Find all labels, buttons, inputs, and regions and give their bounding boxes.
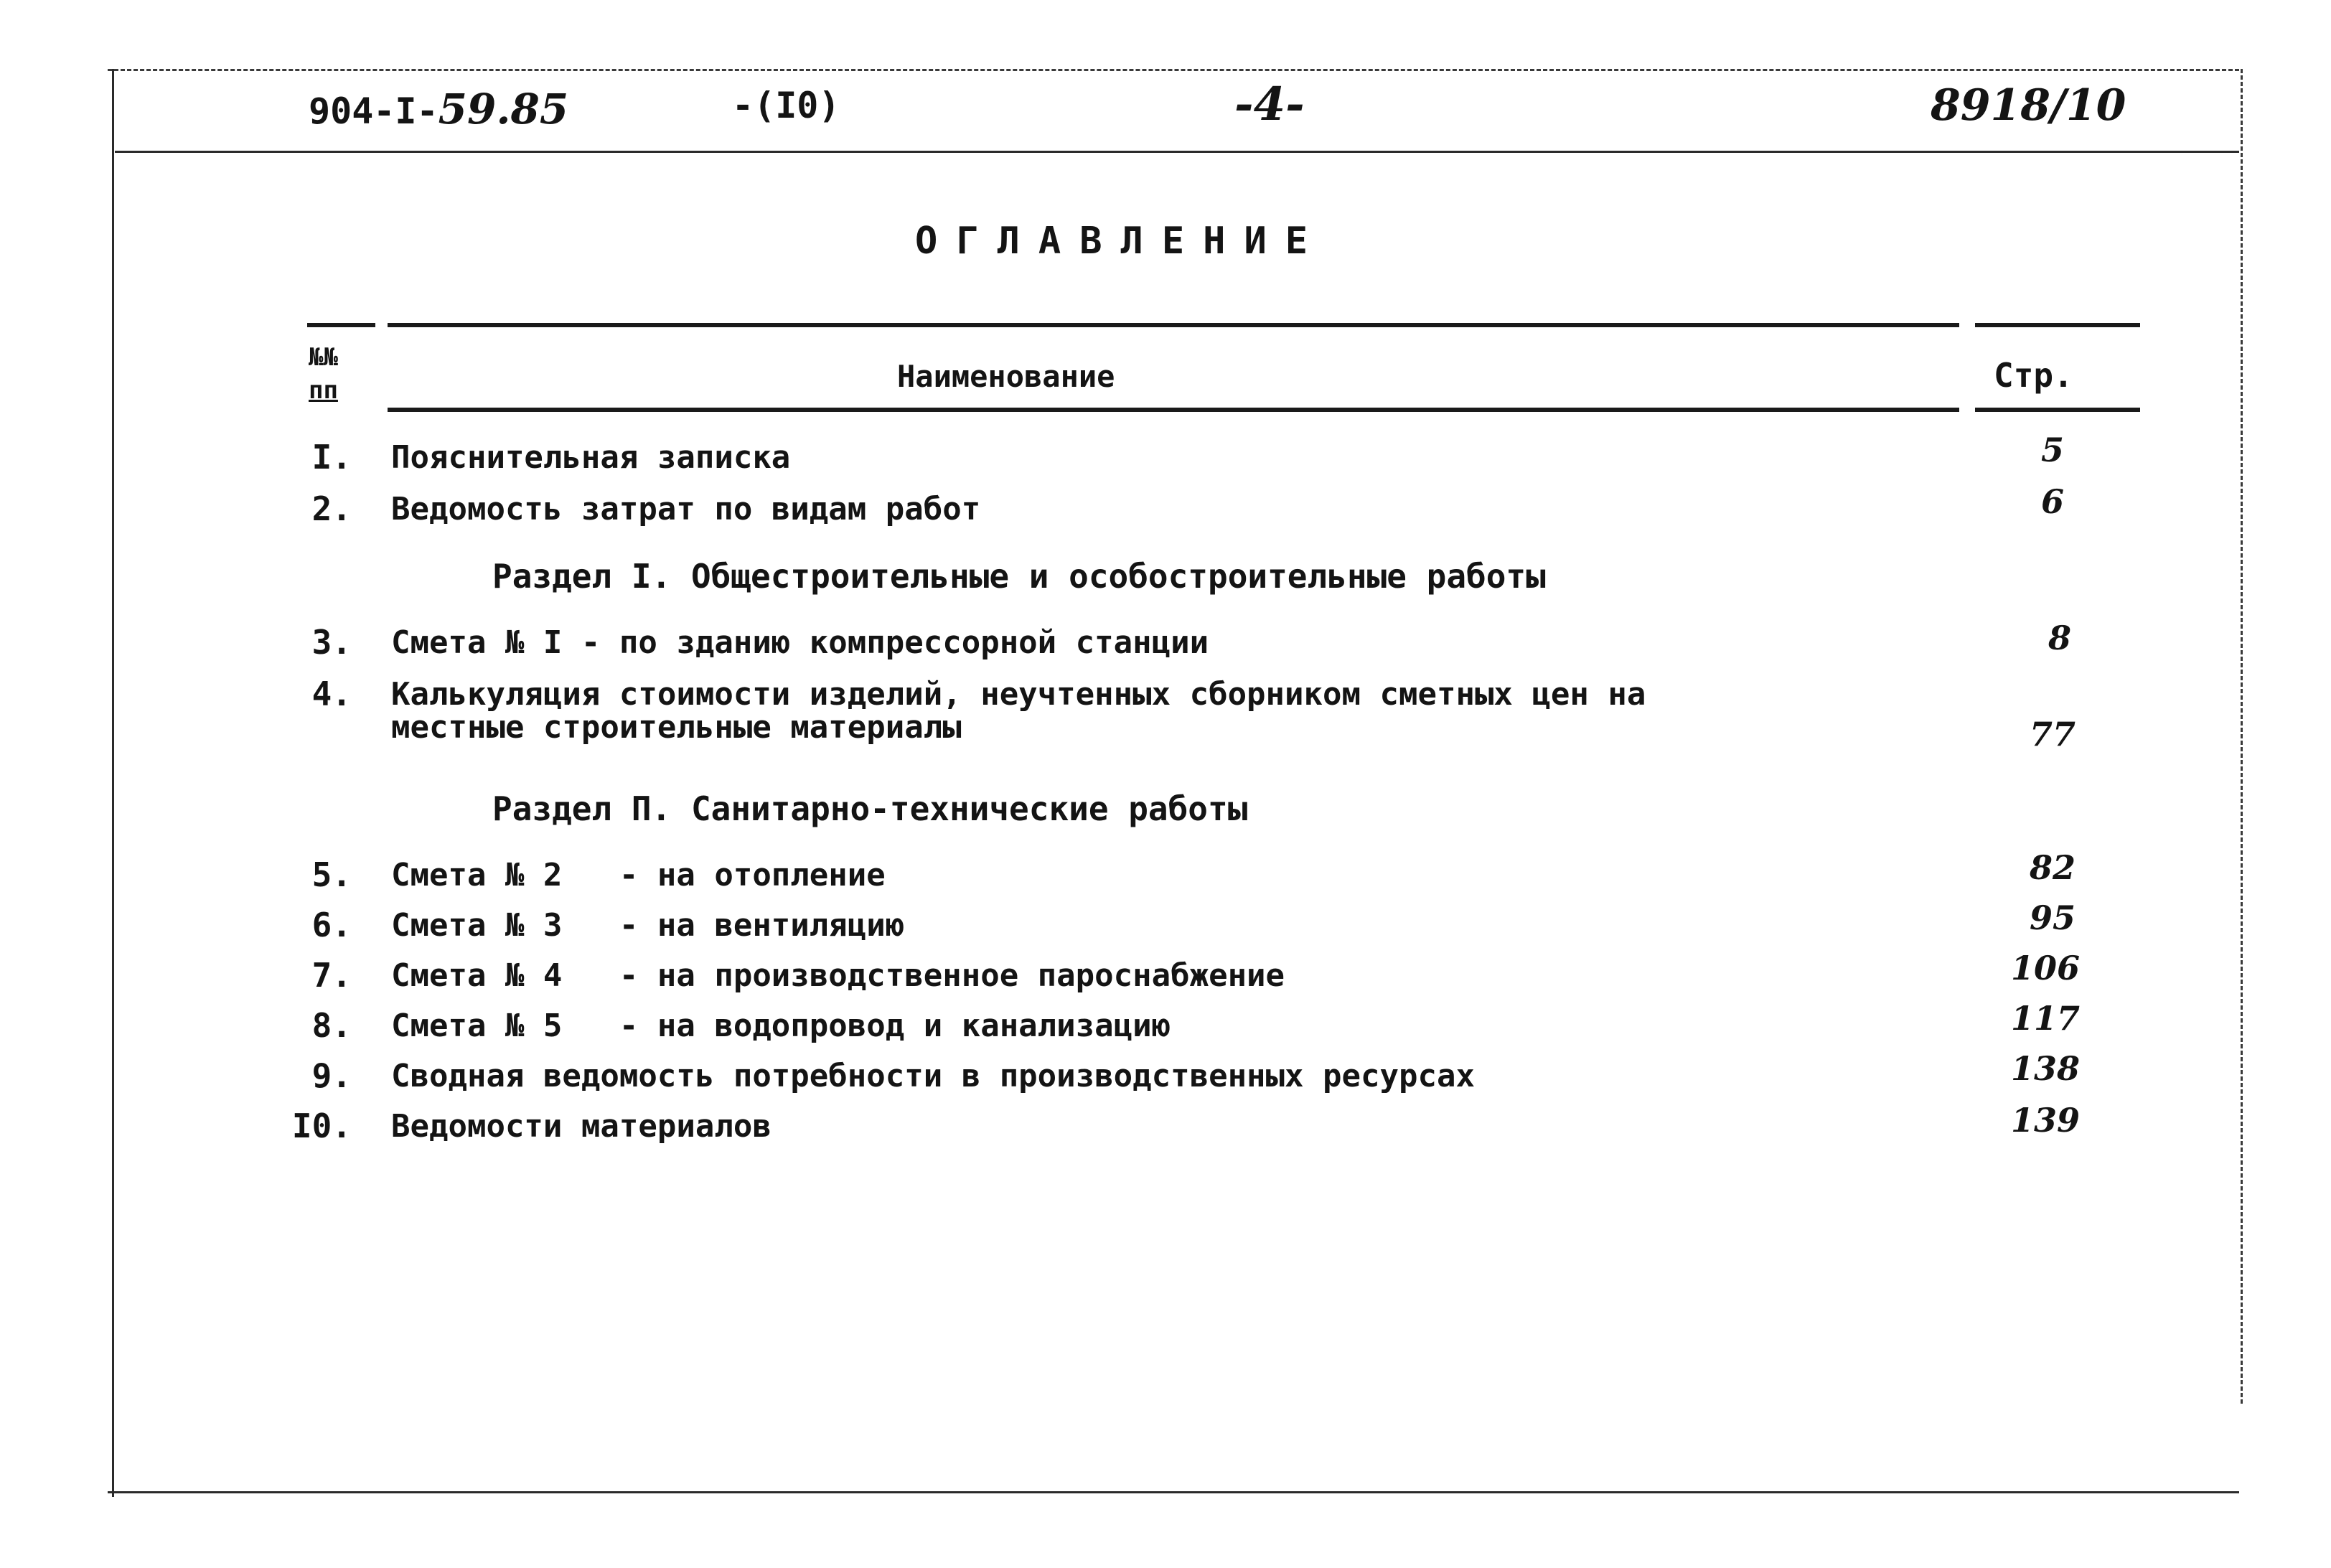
column-name-header: Наименование [897, 359, 1115, 394]
row-page: 6 [2040, 482, 2064, 521]
document-code-handwritten: 59.85 [438, 85, 569, 133]
row-name: Ведомость затрат по видам работ [391, 491, 981, 527]
page-mark: -4- [1234, 78, 1305, 131]
row-name: Смета № 5 - на водопровод и канализацию [391, 1008, 1171, 1044]
frame-top-line [108, 69, 2239, 71]
table-head-rule-page [1975, 408, 2140, 412]
row-name: Смета № 3 - на вентиляцию [391, 907, 905, 944]
document-code [309, 85, 568, 133]
row-number: 6. [311, 906, 352, 944]
row-name: Смета № 2 - на отопление [391, 857, 886, 893]
row-number: I. [311, 438, 352, 476]
row-number: I0. [291, 1107, 352, 1145]
row-page: 8 [2048, 619, 2071, 657]
row-name: Ведомости материалов [391, 1108, 771, 1145]
row-number: 9. [311, 1056, 352, 1095]
row-number: 2. [311, 489, 352, 528]
row-name: Смета № 4 - на производственное пароснабжение [391, 957, 1285, 994]
section-heading: Раздел I. Общестроительные и особостроительные работы [492, 557, 1546, 596]
row-name: Калькуляция стоимости изделий, неучтенных сборником сметных цен на [391, 676, 1646, 713]
row-page: 138 [2010, 1049, 2081, 1088]
column-number-header-bottom: пп [309, 376, 338, 405]
table-top-rule-name [388, 323, 1959, 327]
row-number: 5. [311, 855, 352, 894]
album-number: -(I0) [732, 85, 840, 126]
column-page-header: Стр. [1994, 356, 2073, 395]
row-page: 82 [2029, 848, 2076, 887]
row-number: 3. [311, 623, 352, 662]
row-name: Пояснительная записка [391, 439, 791, 476]
row-page: 106 [2010, 949, 2081, 987]
frame-right-line [2241, 69, 2243, 1404]
header-underline [115, 151, 2239, 153]
section-heading: Раздел П. Санитарно-технические работы [492, 789, 1248, 828]
row-page: 95 [2029, 898, 2076, 937]
frame-bottom-line [108, 1491, 2239, 1493]
frame-left-line [112, 69, 114, 1497]
table-head-rule-name [388, 408, 1959, 412]
row-number: 8. [311, 1006, 352, 1045]
row-number: 4. [311, 675, 352, 713]
row-page: 5 [2040, 431, 2064, 469]
table-top-rule-number [307, 323, 375, 327]
row-page: 117 [2010, 999, 2081, 1038]
row-name: Смета № I - по зданию компрессорной станции [391, 624, 1209, 661]
row-name-continuation: местные строительные материалы [391, 709, 962, 746]
page-title: ОГЛАВЛЕНИЕ [915, 220, 1327, 263]
row-name: Сводная ведомость потребности в производственных ресурсах [391, 1058, 1475, 1094]
row-page: 77 [2029, 715, 2076, 754]
column-number-header-top: №№ [309, 343, 338, 372]
row-number: 7. [311, 956, 352, 995]
inventory-number: 8918/10 [1931, 80, 2126, 131]
row-page: 139 [2010, 1101, 2081, 1140]
document-code-prefix: 904-I- [309, 90, 438, 132]
table-top-rule-page [1975, 323, 2140, 327]
